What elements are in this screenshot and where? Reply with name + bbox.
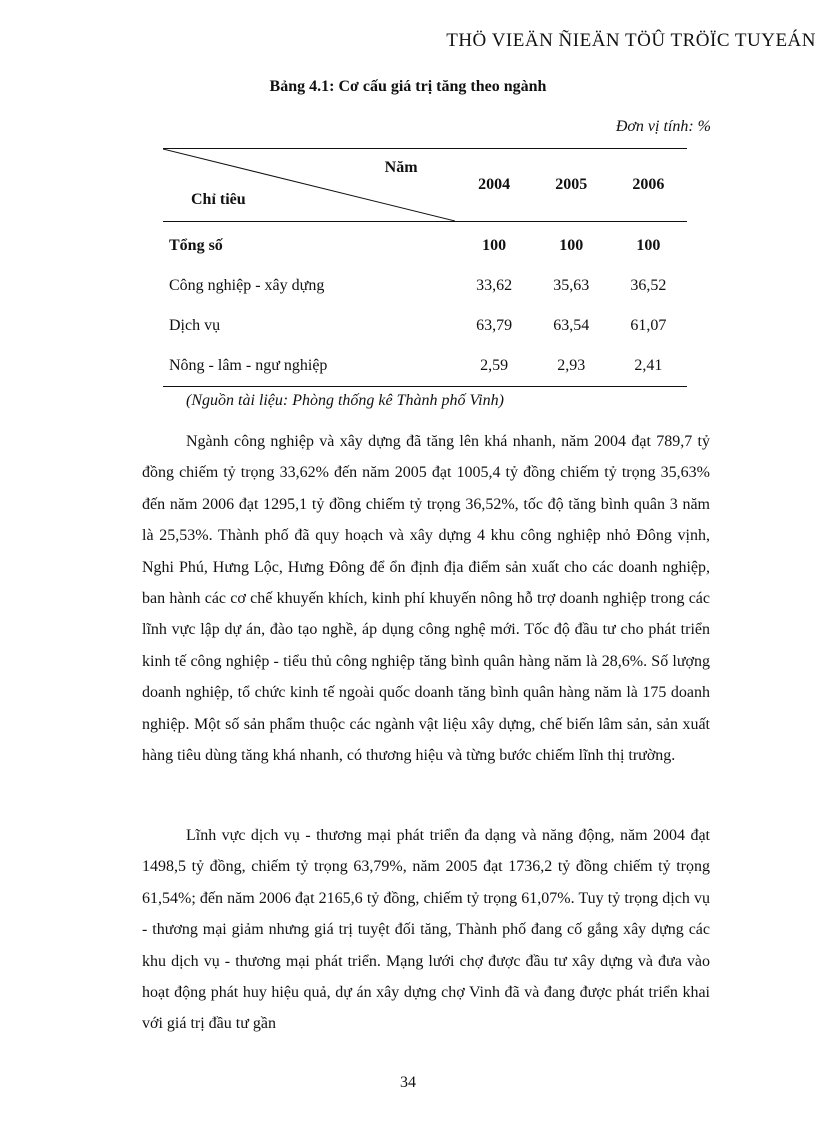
cell-value: 35,63 bbox=[553, 277, 590, 294]
table-unit-note: Đơn vị tính: % bbox=[615, 118, 711, 135]
table-header-row bbox=[163, 149, 687, 222]
cell-value: 63,54 bbox=[553, 317, 590, 334]
row-label: Dịch vụ bbox=[169, 317, 221, 334]
table-caption: Bảng 4.1: Cơ cấu giá trị tăng theo ngành bbox=[269, 78, 547, 95]
year-header: 2006 bbox=[610, 149, 687, 222]
table-source-note: (Nguồn tài liệu: Phòng thống kê Thành phố Vinh) bbox=[186, 392, 504, 409]
body-paragraph: Ngành công nghiệp và xây dựng đã tăng lên khá nhanh, năm 2004 đạt 789,7 tỷ đồng chiếm tỷ trọng 33,62% đến năm 2005 đạt 1005,4 tỷ đồng chiếm tỷ trọng 35,63% đến năm 2006 đạt 1295,1 tỷ đồng chiếm tỷ trọng 36,52%, tốc độ tăng bình quân 3 năm là 25,53%. Thành phố đã quy hoạch và xây dựng 4 khu công nghiệp nhỏ Đông vịnh, Nghi Phú, Hưng Lộc, Hưng Đông để ổn định địa điểm sản xuất cho các doanh nghiệp, ban hành các cơ chế khuyến khích, kinh phí khuyến nông hỗ trợ doanh nghiệp trong các lĩnh vực lập dự án, đào tạo nghề, áp dụng công nghệ mới. Tốc độ đầu tư cho phát triển kinh tế công nghiệp - tiểu thủ công nghiệp tăng bình quân hàng năm là 28,6%. Số lượng doanh nghiệp, tổ chức kinh tế ngoài quốc doanh tăng bình quân hàng năm là 175 doanh nghiệp. Một số sản phẩm thuộc các ngành vật liệu xây dựng, chế biến lâm sản, sản xuất hàng tiêu dùng tăng khá nhanh, có thương hiệu và từng bước chiếm lĩnh thị trường. bbox=[142, 433, 710, 765]
cell-value: 61,07 bbox=[630, 317, 667, 334]
body-paragraph: Lĩnh vực dịch vụ - thương mại phát triển đa dạng và năng động, năm 2004 đạt 1498,5 tỷ đồng, chiếm tỷ trọng 63,79%, năm 2005 đạt 1736,2 tỷ đồng chiếm tỷ trọng 61,54%; đến năm 2006 đạt 2165,6 tỷ đồng, chiếm tỷ trọng 61,07%. Tuy tỷ trọng dịch vụ - thương mại giảm nhưng giá trị tuyệt đối tăng, Thành phố đang cố gắng xây dựng các khu dịch vụ - thương mại phát triển. Mạng lưới chợ được đầu tư xây dựng và đưa vào hoạt động phát huy hiệu quả, dự án xây dựng chợ Vinh đã và đang được phát triển khai với giá trị đầu tư gần bbox=[142, 827, 710, 1033]
year-header: 2004 bbox=[456, 149, 533, 222]
page-number: 34 bbox=[400, 1074, 416, 1091]
row-label: Tổng số bbox=[169, 237, 223, 254]
header-criteria-label: Chỉ tiêu bbox=[191, 191, 246, 208]
cell-value: 33,62 bbox=[476, 277, 513, 294]
cell-value: 100 bbox=[482, 237, 507, 254]
cell-value: 100 bbox=[636, 237, 661, 254]
table-row bbox=[163, 306, 687, 346]
cell-value: 63,79 bbox=[476, 317, 513, 334]
year-header: 2005 bbox=[533, 149, 610, 222]
cell-value: 2,93 bbox=[533, 346, 610, 387]
table-row bbox=[163, 222, 687, 267]
header-year-label: Năm bbox=[384, 159, 418, 176]
cell-value: 2,41 bbox=[610, 346, 687, 387]
page-header: THÖ VIEÄN ÑIEÄN TÖÛ TRÖÏC TUYEÁN bbox=[446, 30, 816, 51]
structure-table bbox=[163, 148, 687, 387]
row-label: Công nghiệp - xây dựng bbox=[169, 277, 325, 294]
table-row bbox=[163, 266, 687, 306]
table-row bbox=[163, 346, 687, 387]
cell-value: 100 bbox=[559, 237, 584, 254]
cell-value: 2,59 bbox=[456, 346, 533, 387]
cell-value: 36,52 bbox=[630, 277, 667, 294]
diagonal-header-cell bbox=[163, 149, 456, 222]
row-label: Nông - lâm - ngư nghiệp bbox=[163, 346, 456, 387]
